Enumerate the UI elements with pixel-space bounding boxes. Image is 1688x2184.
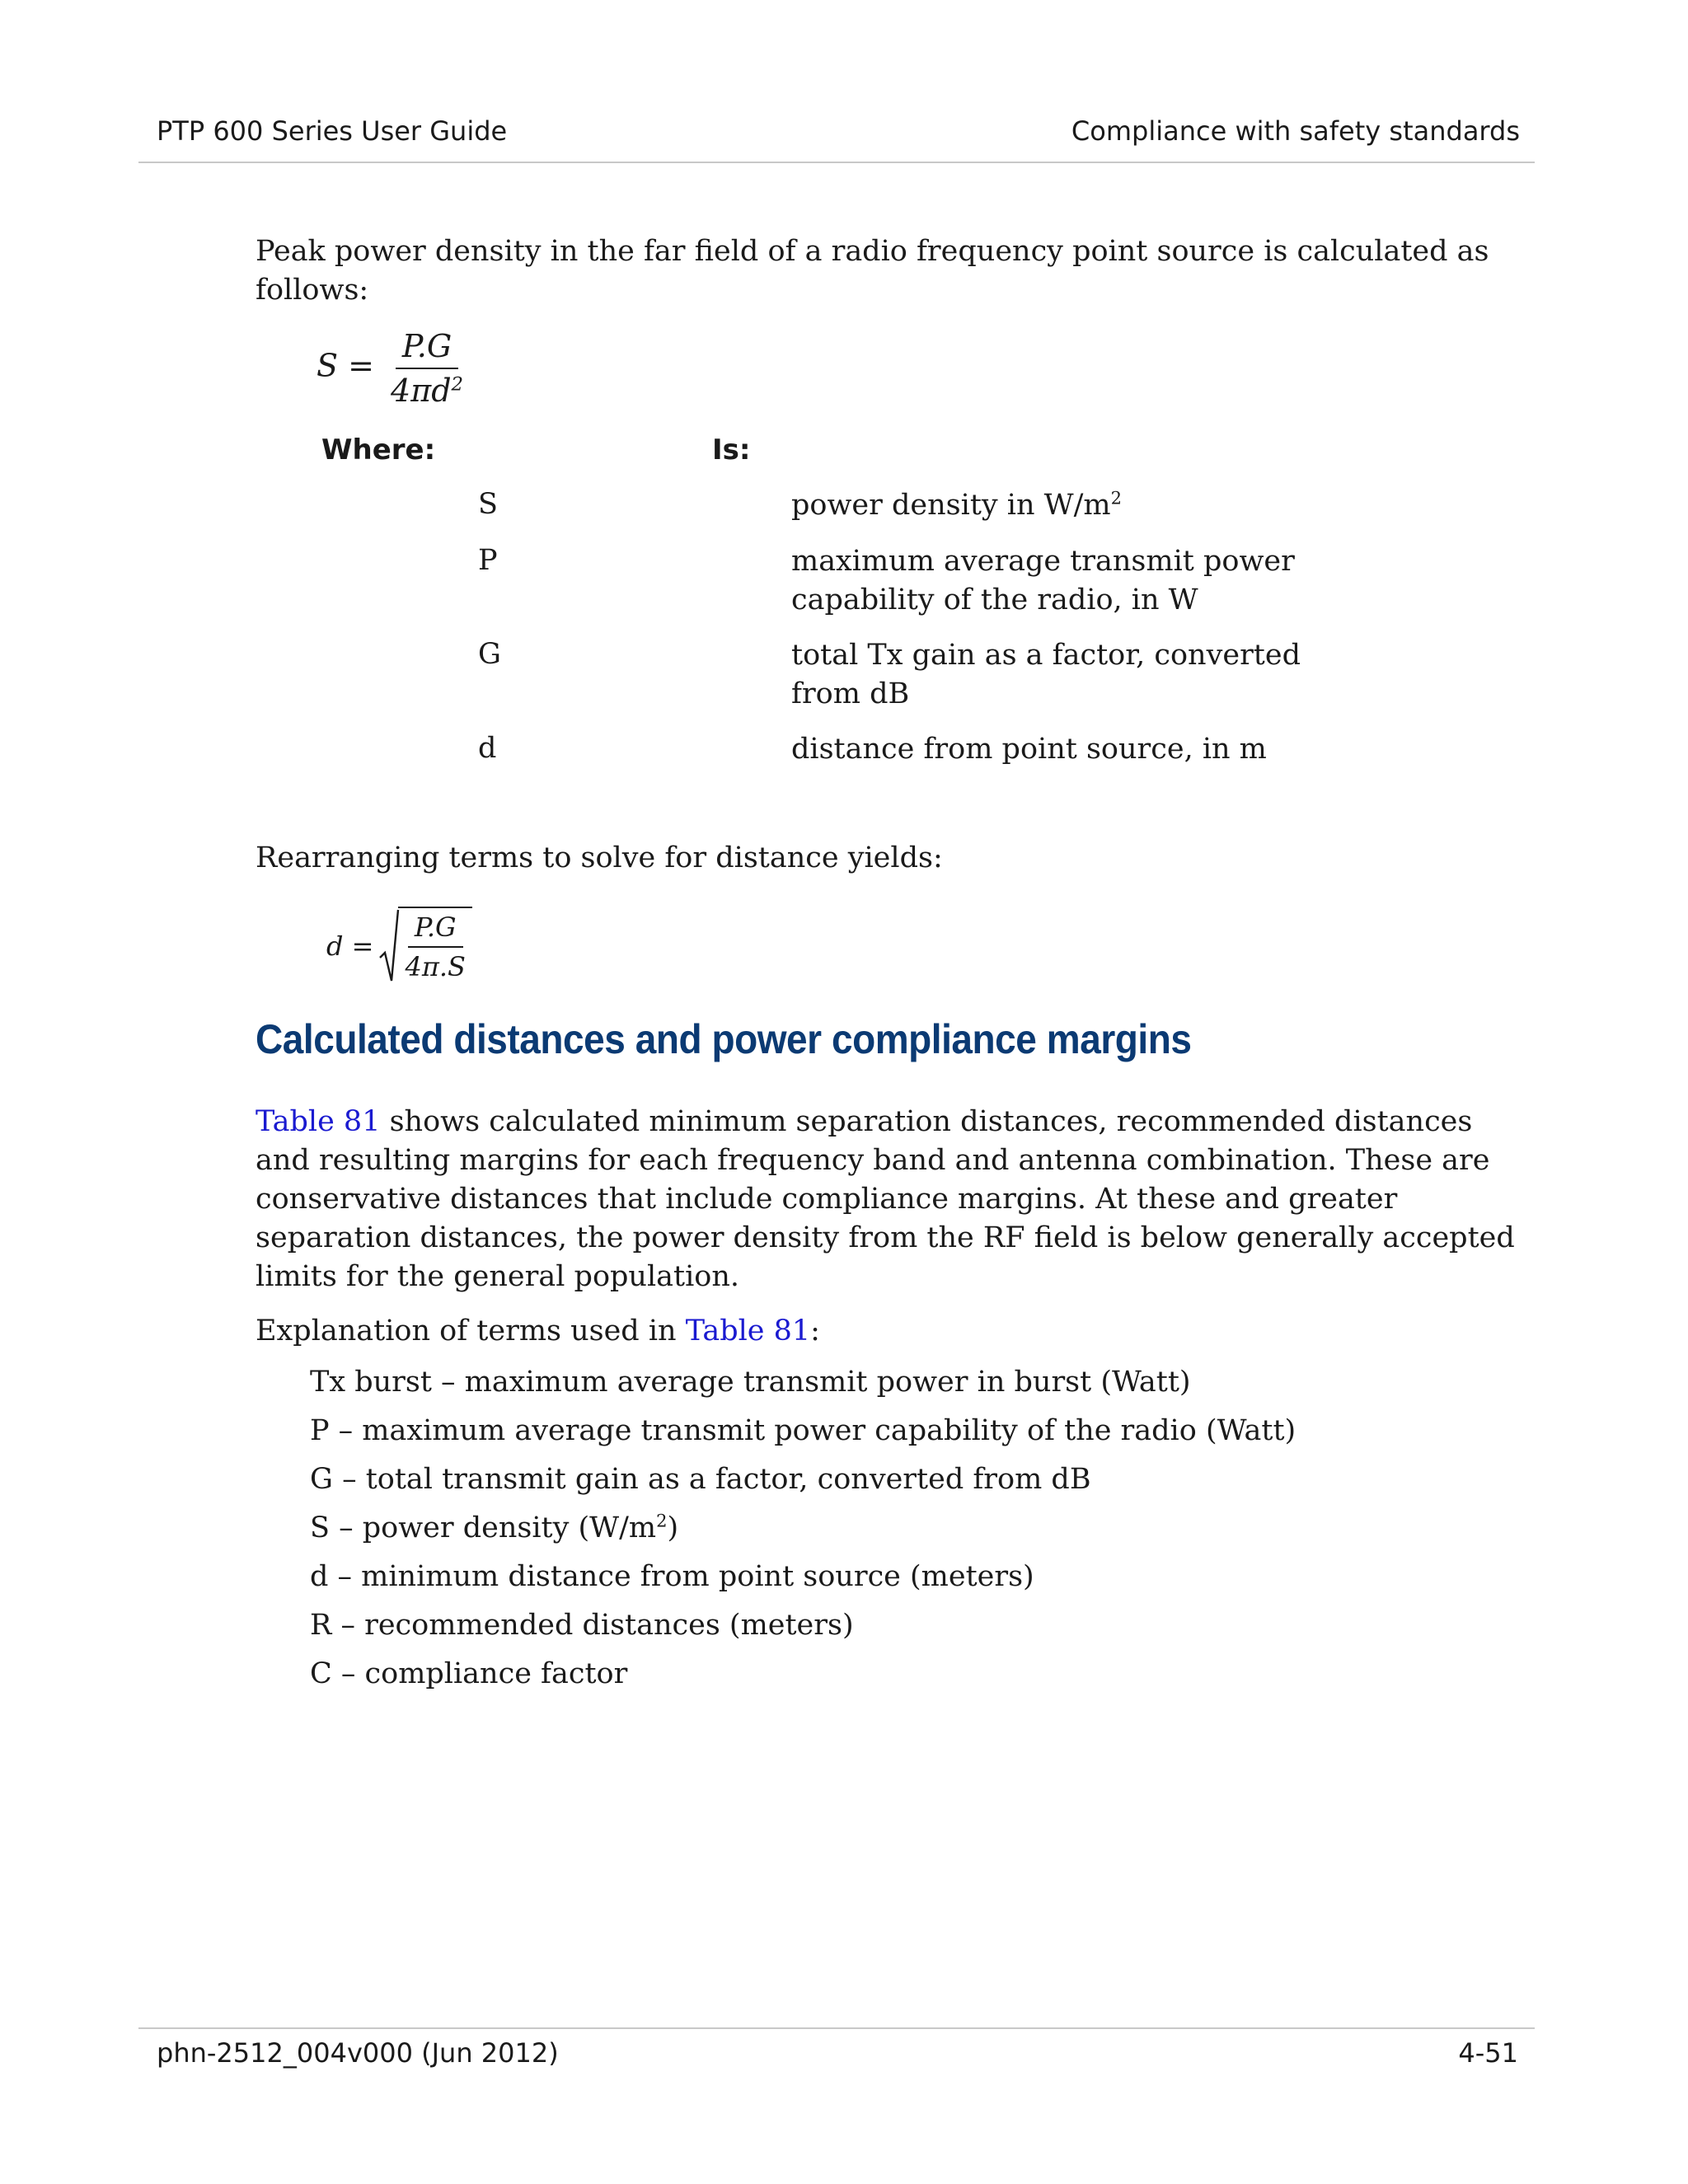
where-symbol: P [478, 544, 498, 577]
list-item [310, 1504, 1296, 1553]
formula1-denominator [384, 369, 470, 409]
footer-rule [138, 2027, 1535, 2029]
where-symbol: G [478, 638, 501, 671]
footer-doc-id: phn-2512_004v000 (Jun 2012) [157, 2037, 559, 2069]
section-paragraph-text: shows calculated minimum separation distances, recommended distances and resulting margins for each frequency band and antenna combination. These are conservative distances that include compliance margins. At these and greater separation distances, the power density from the RF field is below generally accepted limits for the general population. [256, 1105, 1515, 1293]
formula2-denominator: 4π.S [405, 951, 466, 982]
formula1-fraction [384, 328, 470, 409]
where-definition: total Tx gain as a factor, converted from dB [791, 639, 1301, 710]
where-definition-sup: 2 [1110, 488, 1122, 509]
distance-formula [326, 908, 472, 984]
section-paragraph [256, 1103, 1525, 1296]
where-definition [791, 486, 1335, 525]
section-heading: Calculated distances and power compliance margins [256, 1016, 1192, 1062]
explanation-suffix: : [810, 1315, 820, 1347]
formula1-lhs: S = [316, 347, 374, 384]
where-symbol: S [478, 488, 498, 521]
table-81-link[interactable]: Table 81 [256, 1105, 381, 1138]
power-density-formula [316, 328, 470, 409]
where-definition-text: power density in W/m [791, 489, 1111, 522]
explanation-line [256, 1312, 1525, 1351]
where-column-header: Where: [321, 434, 436, 466]
terms-list [310, 1358, 1296, 1699]
intro-paragraph: Peak power density in the far field of a radio frequency point source is calculated as follows: [256, 235, 1489, 307]
list-item: G – total transmit gain as a factor, converted from dB [310, 1463, 1091, 1496]
formula1-numerator: P.G [396, 328, 458, 369]
list-item: d – minimum distance from point source (meters) [310, 1560, 1034, 1593]
term-text: S – power density (W/m [310, 1511, 657, 1544]
formula1-denominator-exp: 2 [451, 373, 464, 396]
formula2-numerator: P.G [408, 908, 463, 948]
table-81-link[interactable]: Table 81 [685, 1315, 811, 1347]
explanation-prefix: Explanation of terms used in [256, 1315, 686, 1347]
term-after: ) [667, 1511, 679, 1544]
formula2-lhs: d = [326, 930, 374, 962]
header-doc-title: PTP 600 Series User Guide [157, 115, 508, 147]
list-item: P – maximum average transmit power capability of the radio (Watt) [310, 1414, 1296, 1447]
formula1-denominator-base: 4πd [391, 373, 452, 409]
list-item: Tx burst – maximum average transmit power in burst (Watt) [310, 1366, 1191, 1399]
list-item: R – recommended distances (meters) [310, 1609, 854, 1642]
rearranging-paragraph: Rearranging terms to solve for distance yields: [256, 841, 943, 874]
where-definition: distance from point source, in m [791, 733, 1267, 766]
page-number: 4-51 [1458, 2037, 1518, 2069]
square-root-icon [378, 908, 400, 984]
list-item: C – compliance factor [310, 1657, 628, 1690]
where-definition: maximum average transmit power capability of the radio, in W [791, 545, 1295, 616]
header-chapter-title: Compliance with safety standards [1071, 115, 1520, 147]
term-sup: 2 [656, 1511, 668, 1531]
is-column-header: Is: [712, 434, 751, 466]
header-rule [138, 162, 1535, 163]
formula2-fraction [398, 907, 471, 982]
where-symbol: d [478, 732, 497, 765]
